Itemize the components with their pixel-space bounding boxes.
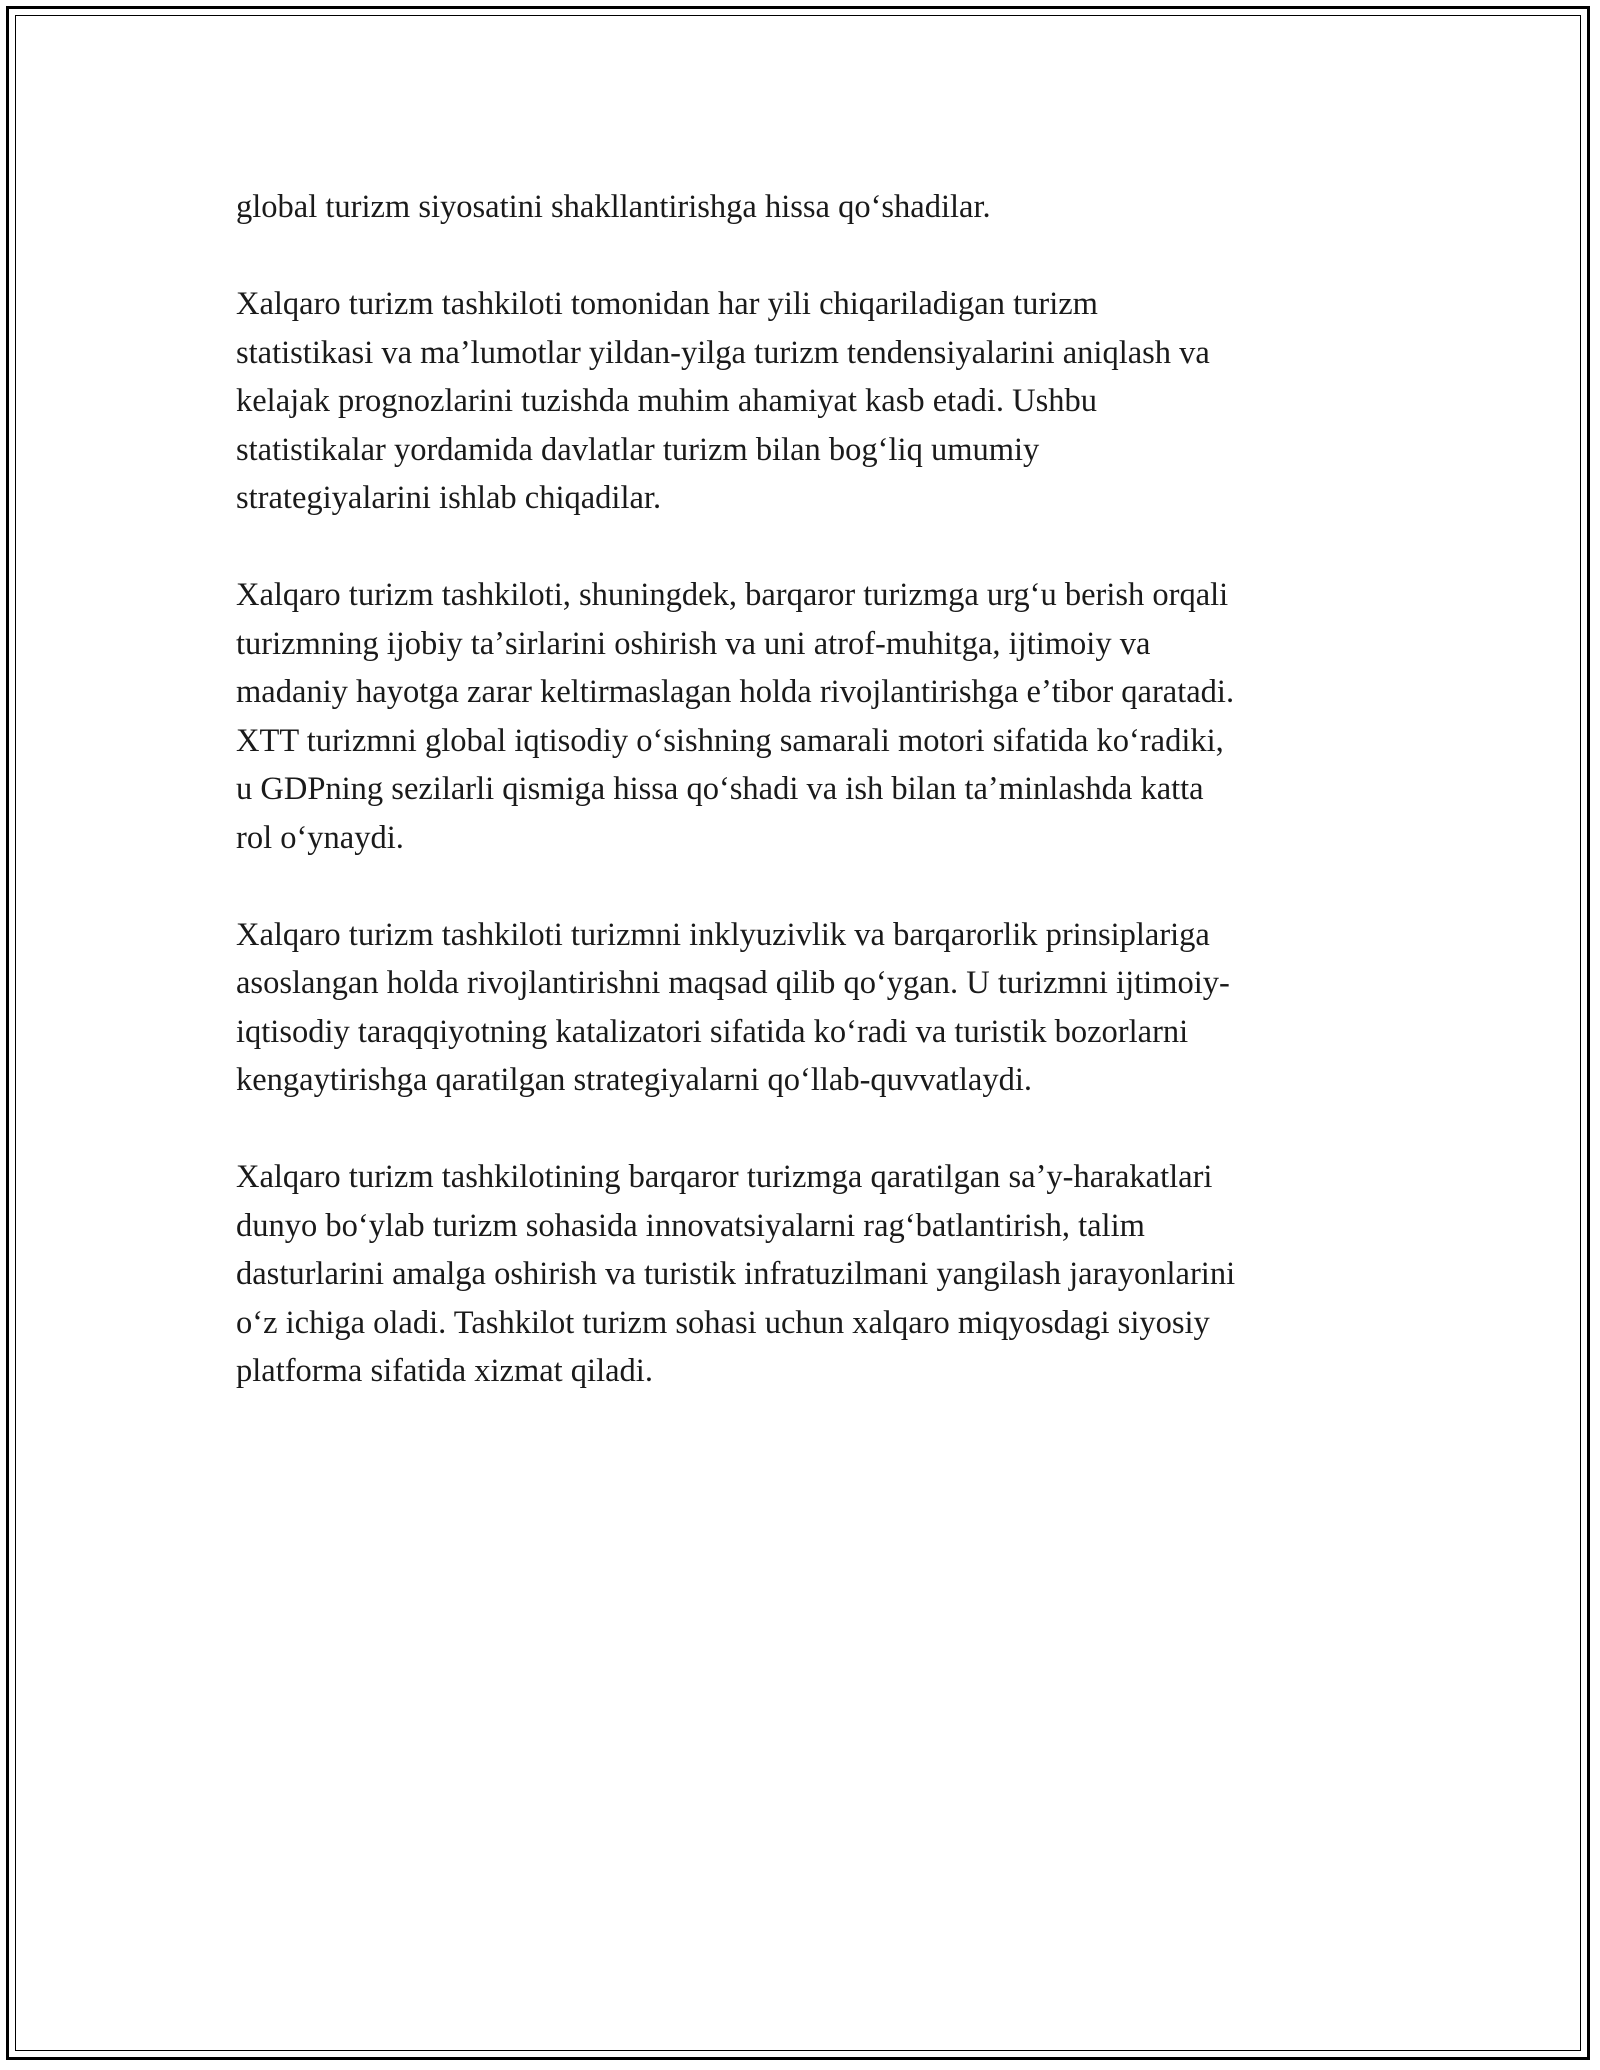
paragraph-1 <box>236 183 1366 232</box>
text-line: rol oʻynaydi. <box>236 819 404 856</box>
paragraph-5 <box>236 1153 1366 1396</box>
text-line: kengaytirishga qaratilgan strategiyalarni qoʻllab-quvvatlaydi. <box>236 1062 1032 1098</box>
paragraph-3 <box>236 571 1366 862</box>
text-line: turizmning ijobiy taʼsirlarini oshirish va uni atrof-muhitga, ijtimoiy va <box>236 625 1151 662</box>
text-line: statistikasi va maʼlumotlar yildan-yilga turizm tendensiyalarini aniqlash va <box>236 334 1210 371</box>
text-line: dunyo boʻylab turizm sohasida innovatsiyalarni ragʻbatlantirish, talim <box>236 1207 1145 1244</box>
text-line: oʻz ichiga oladi. Tashkilot turizm sohasi uchun xalqaro miqyosdagi siyosiy <box>236 1304 1210 1341</box>
text-line: Xalqaro turizm tashkiloti turizmni inklyuzivlik va barqarorlik prinsiplariga <box>236 916 1210 953</box>
text-line: u GDPning sezilarli qismiga hissa qoʻshadi va ish bilan taʼminlashda katta <box>236 771 1204 807</box>
text-line: Xalqaro turizm tashkiloti tomonidan har yili chiqariladigan turizm <box>236 286 1098 322</box>
paragraph-4 <box>236 911 1366 1105</box>
text-line: statistikalar yordamida davlatlar turizm bilan bogʻliq umumiy <box>236 431 1040 468</box>
text-line: platforma sifatida xizmat qiladi. <box>236 1353 653 1389</box>
text-line: Xalqaro turizm tashkilotining barqaror turizmga qaratilgan saʼy-harakatlari <box>236 1159 1213 1195</box>
paragraph-2 <box>236 280 1366 523</box>
document-body <box>236 183 1366 1444</box>
text-line: dasturlarini amalga oshirish va turistik infratuzilmani yangilash jarayonlarini <box>236 1256 1236 1292</box>
text-line: strategiyalarini ishlab chiqadilar. <box>236 480 662 516</box>
text-line: asoslangan holda rivojlantirishni maqsad qilib qoʻygan. U turizmni ijtimoiy- <box>236 965 1230 1001</box>
text-line: kelajak prognozlarini tuzishda muhim ahamiyat kasb etadi. Ushbu <box>236 383 1098 419</box>
text-line: Xalqaro turizm tashkiloti, shuningdek, barqaror turizmga urgʻu berish orqali <box>236 577 1229 613</box>
text-line: XTT turizmni global iqtisodiy oʻsishning samarali motori sifatida koʻradiki, <box>236 722 1224 759</box>
text-line: iqtisodiy taraqqiyotning katalizatori sifatida koʻradi va turistik bozorlarni <box>236 1013 1189 1050</box>
text-line: madaniy hayotga zarar keltirmaslagan holda rivojlantirishga eʼtibor qaratadi. <box>236 674 1235 710</box>
text-line: global turizm siyosatini shakllantirishga hissa qoʻshadilar. <box>236 189 991 225</box>
